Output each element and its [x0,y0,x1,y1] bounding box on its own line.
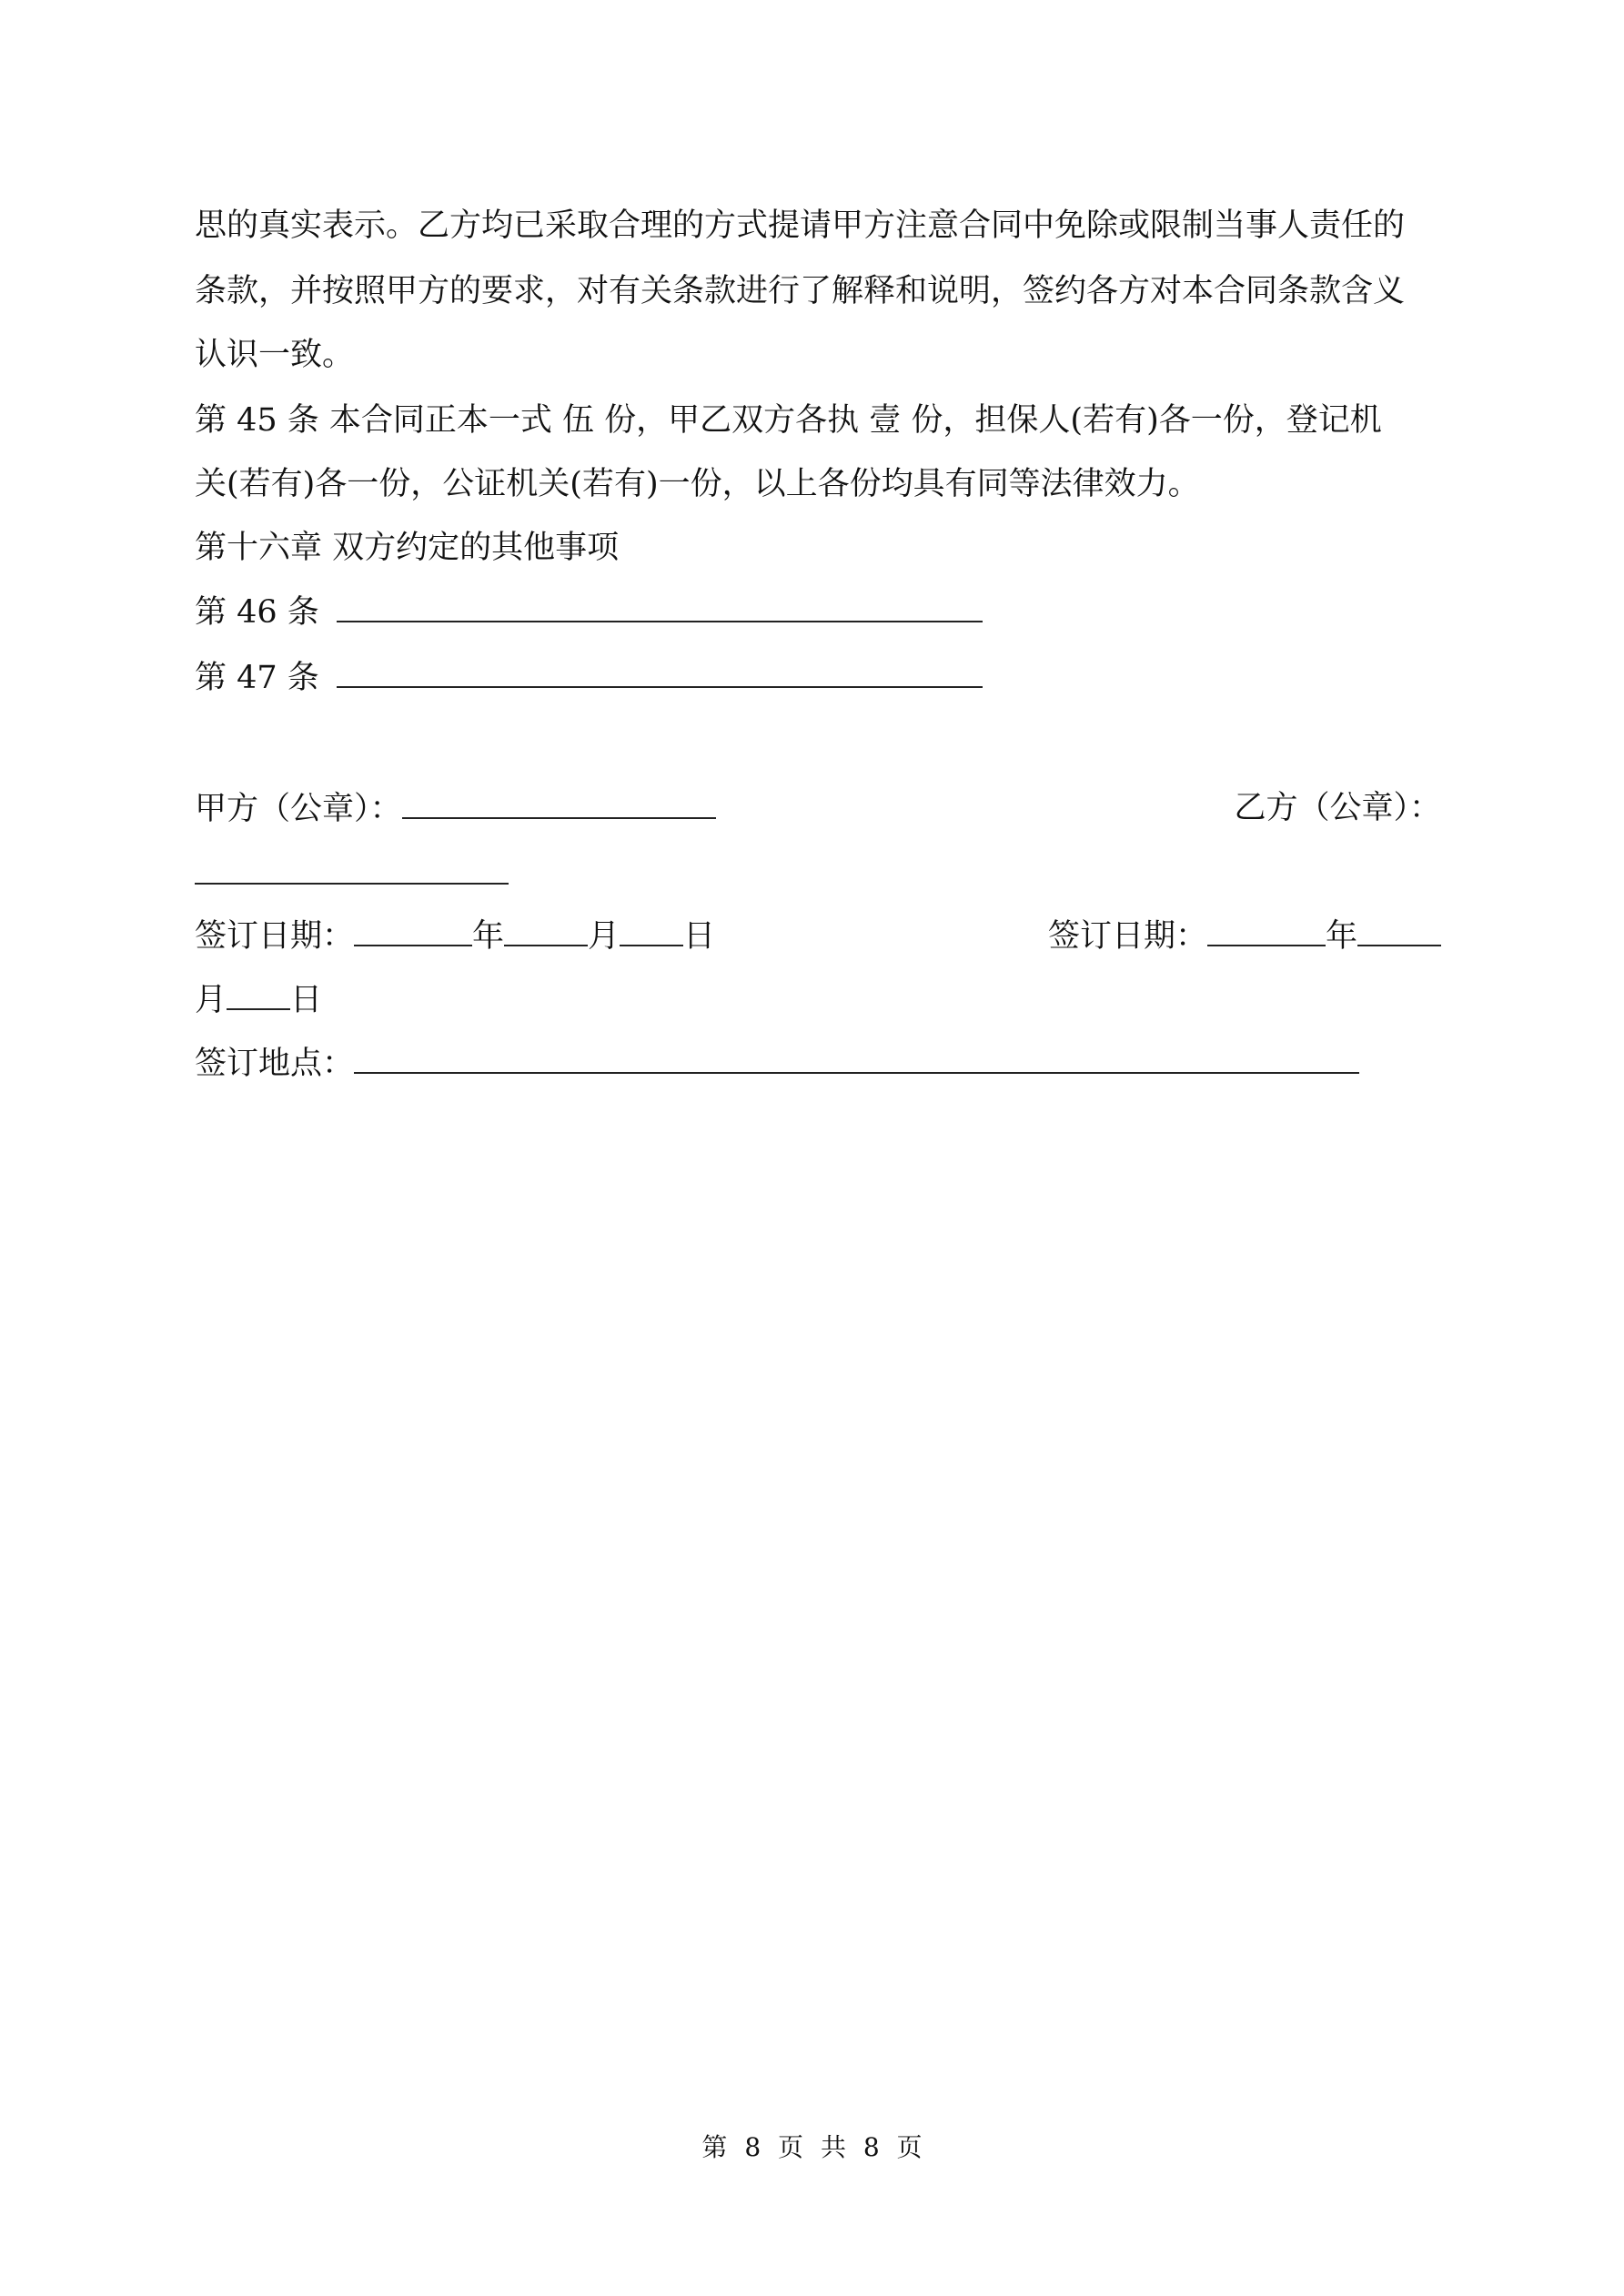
month-label: 月 [588,918,620,955]
date-b-year-field[interactable] [1207,910,1326,946]
party-a-seal-field[interactable] [402,783,716,819]
date-b-group [1048,910,1441,962]
signing-date-row [195,910,1441,962]
year-label: 年 [1325,918,1357,955]
signing-date-continuation [195,974,1441,1026]
month-label: 月 [195,982,227,1018]
party-b-label: 乙方（公章）： [1234,790,1441,826]
page-footer [0,2129,1624,2166]
article-46-row [195,586,1441,638]
paragraph-text: 思的真实表示。乙方均已采取合理的方式提请甲方注意合同中免除或限制当事人责任的 [195,207,1406,244]
article-47-row [195,652,1441,703]
date-a-month-field[interactable] [504,910,588,946]
day-label: 日 [683,918,716,955]
article-46-blank-field[interactable] [337,586,983,622]
paragraph-line [195,266,1441,317]
article-47-blank-field[interactable] [337,652,983,688]
paragraph-text: 条款，并按照甲方的要求，对有关条款进行了解释和说明，签约各方对本合同条款含义 [195,273,1406,309]
article-47-label: 第 47 条 [195,660,319,696]
article-45-text: 第 45 条 本合同正本一式 伍 份，甲乙双方各执 壹 份，担保人(若有)各一份，登记机 [195,402,1382,439]
article-46-label: 第 46 条 [195,594,319,631]
paragraph-line [195,329,1441,380]
chapter-heading [195,522,1441,573]
paragraph-line [195,200,1441,251]
party-b-blank-row [195,848,1441,900]
date-label-a: 签订日期： [195,918,355,955]
date-b-month-field[interactable] [1357,910,1441,946]
article-45-text: 关(若有)各一份，公证机关(若有)一份，以上各份均具有同等法律效力。 [195,466,1200,502]
party-signature-row [195,783,1441,834]
article-45-line-2 [195,459,1441,510]
article-45-line-1 [195,395,1441,446]
date-a-year-field[interactable] [354,910,472,946]
date-a-day-field[interactable] [620,910,683,946]
party-b-seal-field[interactable] [195,848,509,885]
day-label: 日 [290,982,323,1018]
signing-place-row [195,1037,1441,1089]
signing-place-field[interactable] [354,1037,1359,1074]
date-label-b: 签订日期： [1047,918,1207,955]
place-label: 签订地点： [195,1046,355,1082]
year-label: 年 [472,918,505,955]
chapter-16-title: 第十六章 双方约定的其他事项 [195,530,620,566]
page-number: 第 8 页 共 8 页 [701,2132,923,2162]
paragraph-text: 认识一致。 [195,337,355,373]
date-b-day-field[interactable] [227,974,290,1010]
party-a-label: 甲方（公章）： [195,791,402,827]
